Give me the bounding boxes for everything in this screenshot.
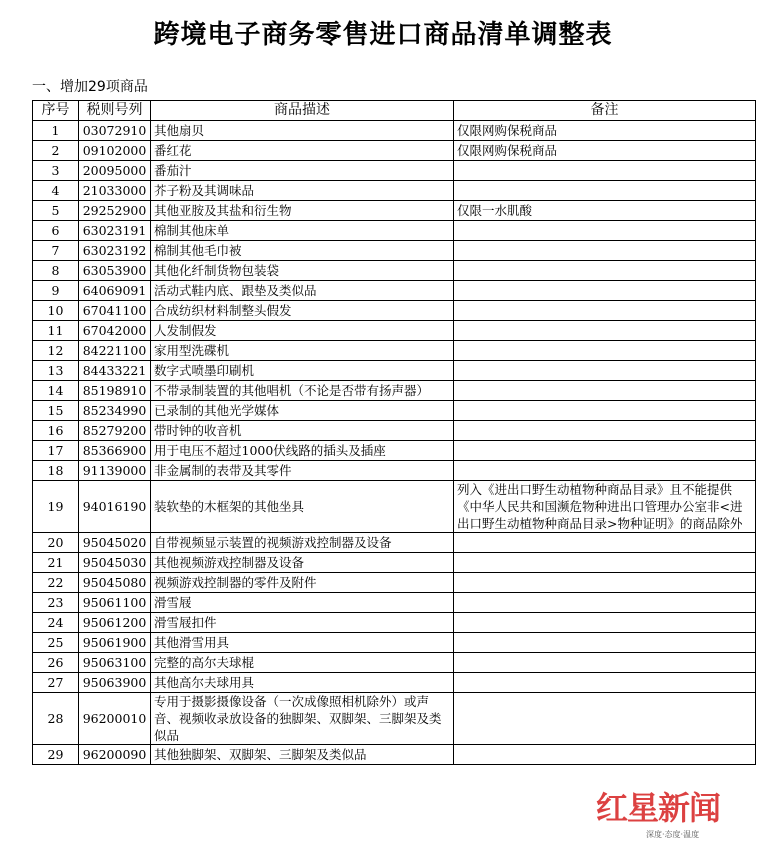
cell-index: 5 [33,201,79,221]
cell-index: 16 [33,421,79,441]
header-remark: 备注 [454,101,756,121]
cell-tariff-code: 95045080 [79,573,151,593]
cell-description: 人发制假发 [151,321,454,341]
cell-tariff-code: 67041100 [79,301,151,321]
cell-tariff-code: 03072910 [79,121,151,141]
cell-description: 其他亚胺及其盐和衍生物 [151,201,454,221]
section-heading: 一、增加29项商品 [32,79,148,95]
cell-remark [454,533,756,553]
cell-index: 18 [33,461,79,481]
table-row [33,633,756,653]
cell-remark [454,321,756,341]
table-row [33,613,756,633]
table-row [33,421,756,441]
cell-description: 番红花 [151,141,454,161]
cell-index: 14 [33,381,79,401]
table-row [33,141,756,161]
cell-remark [454,301,756,321]
table-row [33,121,756,141]
table-row [33,461,756,481]
table-row [33,653,756,673]
cell-description: 数字式喷墨印刷机 [151,361,454,381]
cell-tariff-code: 09102000 [79,141,151,161]
cell-index: 2 [33,141,79,161]
cell-index: 22 [33,573,79,593]
document-title: 跨境电子商务零售进口商品清单调整表 [153,20,613,50]
cell-description: 番茄汁 [151,161,454,181]
cell-index: 1 [33,121,79,141]
cell-description: 其他独脚架、双脚架、三脚架及类似品 [151,745,454,765]
cell-index: 19 [33,481,79,533]
table-row [33,481,756,533]
cell-tariff-code: 21033000 [79,181,151,201]
cell-tariff-code: 95045030 [79,553,151,573]
cell-tariff-code: 84433221 [79,361,151,381]
cell-tariff-code: 85234990 [79,401,151,421]
cell-remark [454,693,756,745]
product-list-table [32,100,756,765]
cell-remark [454,341,756,361]
cell-tariff-code: 85198910 [79,381,151,401]
cell-description: 棉制其他床单 [151,221,454,241]
cell-index: 21 [33,553,79,573]
table-row [33,441,756,461]
cell-tariff-code: 96200010 [79,693,151,745]
cell-index: 3 [33,161,79,181]
cell-remark: 列入《进出口野生动植物种商品目录》且不能提供《中华人民共和国濒危物种进出口管理办公室非<进出口野生动植物种商品目录>物种证明》的商品除外 [454,481,756,533]
cell-index: 23 [33,593,79,613]
cell-tariff-code: 29252900 [79,201,151,221]
table-row [33,693,756,745]
cell-remark [454,401,756,421]
cell-tariff-code: 85366900 [79,441,151,461]
table-row [33,161,756,181]
cell-index: 28 [33,693,79,745]
cell-tariff-code: 95063900 [79,673,151,693]
watermark-slogan: 深度·态度·温度 [646,830,700,839]
cell-tariff-code: 20095000 [79,161,151,181]
cell-index: 15 [33,401,79,421]
cell-index: 24 [33,613,79,633]
table-row [33,301,756,321]
cell-description: 合成纺织材料制整头假发 [151,301,454,321]
cell-index: 11 [33,321,79,341]
cell-description: 其他视频游戏控制器及设备 [151,553,454,573]
table-row [33,401,756,421]
cell-description: 非金属制的表带及其零件 [151,461,454,481]
cell-description: 完整的高尔夫球棍 [151,653,454,673]
table-row [33,553,756,573]
cell-description: 带时钟的收音机 [151,421,454,441]
cell-remark [454,653,756,673]
cell-tariff-code: 95061900 [79,633,151,653]
table-row [33,261,756,281]
cell-index: 20 [33,533,79,553]
header-description: 商品描述 [151,101,454,121]
cell-description: 专用于摄影摄像设备（一次成像照相机除外）或声音、视频收录放设备的独脚架、双脚架、三脚架及类似品 [151,693,454,745]
cell-tariff-code: 91139000 [79,461,151,481]
cell-tariff-code: 95061100 [79,593,151,613]
table-header-row [33,101,756,121]
cell-remark [454,261,756,281]
table-body [33,121,756,765]
cell-description: 家用型洗碟机 [151,341,454,361]
cell-index: 29 [33,745,79,765]
news-watermark [596,788,766,846]
cell-index: 26 [33,653,79,673]
cell-index: 4 [33,181,79,201]
cell-tariff-code: 84221100 [79,341,151,361]
table-row [33,221,756,241]
cell-tariff-code: 63053900 [79,261,151,281]
cell-remark [454,633,756,653]
cell-remark: 仅限一水肌酸 [454,201,756,221]
cell-remark [454,593,756,613]
table-row [33,281,756,301]
cell-remark [454,553,756,573]
cell-description: 已录制的其他光学媒体 [151,401,454,421]
cell-remark [454,281,756,301]
cell-description: 活动式鞋内底、跟垫及类似品 [151,281,454,301]
cell-index: 6 [33,221,79,241]
cell-remark [454,613,756,633]
table-row [33,361,756,381]
cell-tariff-code: 95045020 [79,533,151,553]
cell-remark: 仅限网购保税商品 [454,141,756,161]
cell-index: 12 [33,341,79,361]
cell-remark [454,673,756,693]
table-row [33,241,756,261]
table-row [33,673,756,693]
cell-remark [454,241,756,261]
table-row [33,341,756,361]
table-row [33,745,756,765]
cell-remark [454,161,756,181]
cell-index: 7 [33,241,79,261]
cell-tariff-code: 67042000 [79,321,151,341]
cell-tariff-code: 85279200 [79,421,151,441]
table-row [33,533,756,553]
cell-description: 棉制其他毛巾被 [151,241,454,261]
cell-remark [454,221,756,241]
header-index: 序号 [33,101,79,121]
cell-tariff-code: 63023191 [79,221,151,241]
watermark-logo-text: 红星新闻 [596,789,721,827]
cell-index: 13 [33,361,79,381]
cell-description: 其他扇贝 [151,121,454,141]
cell-description: 滑雪屐扣件 [151,613,454,633]
cell-tariff-code: 95063100 [79,653,151,673]
cell-tariff-code: 64069091 [79,281,151,301]
cell-remark [454,461,756,481]
cell-index: 25 [33,633,79,653]
cell-remark [454,181,756,201]
cell-remark: 仅限网购保税商品 [454,121,756,141]
cell-description: 其他化纤制货物包装袋 [151,261,454,281]
cell-index: 10 [33,301,79,321]
cell-description: 用于电压不超过1000伏线路的插头及插座 [151,441,454,461]
cell-index: 9 [33,281,79,301]
cell-description: 视频游戏控制器的零件及附件 [151,573,454,593]
cell-description: 其他滑雪用具 [151,633,454,653]
cell-remark [454,745,756,765]
cell-remark [454,441,756,461]
table-row [33,321,756,341]
cell-remark [454,573,756,593]
cell-description: 不带录制装置的其他唱机（不论是否带有扬声器） [151,381,454,401]
cell-index: 27 [33,673,79,693]
cell-description: 滑雪屐 [151,593,454,613]
cell-tariff-code: 94016190 [79,481,151,533]
header-tariff-code: 税则号列 [79,101,151,121]
table-row [33,593,756,613]
cell-remark [454,361,756,381]
table-row [33,181,756,201]
cell-description: 其他高尔夫球用具 [151,673,454,693]
table-row [33,201,756,221]
cell-description: 芥子粉及其调味品 [151,181,454,201]
cell-tariff-code: 95061200 [79,613,151,633]
cell-description: 装软垫的木框架的其他坐具 [151,481,454,533]
cell-remark [454,421,756,441]
table-row [33,381,756,401]
cell-tariff-code: 96200090 [79,745,151,765]
cell-index: 17 [33,441,79,461]
cell-description: 自带视频显示装置的视频游戏控制器及设备 [151,533,454,553]
cell-remark [454,381,756,401]
table-row [33,573,756,593]
cell-index: 8 [33,261,79,281]
cell-tariff-code: 63023192 [79,241,151,261]
